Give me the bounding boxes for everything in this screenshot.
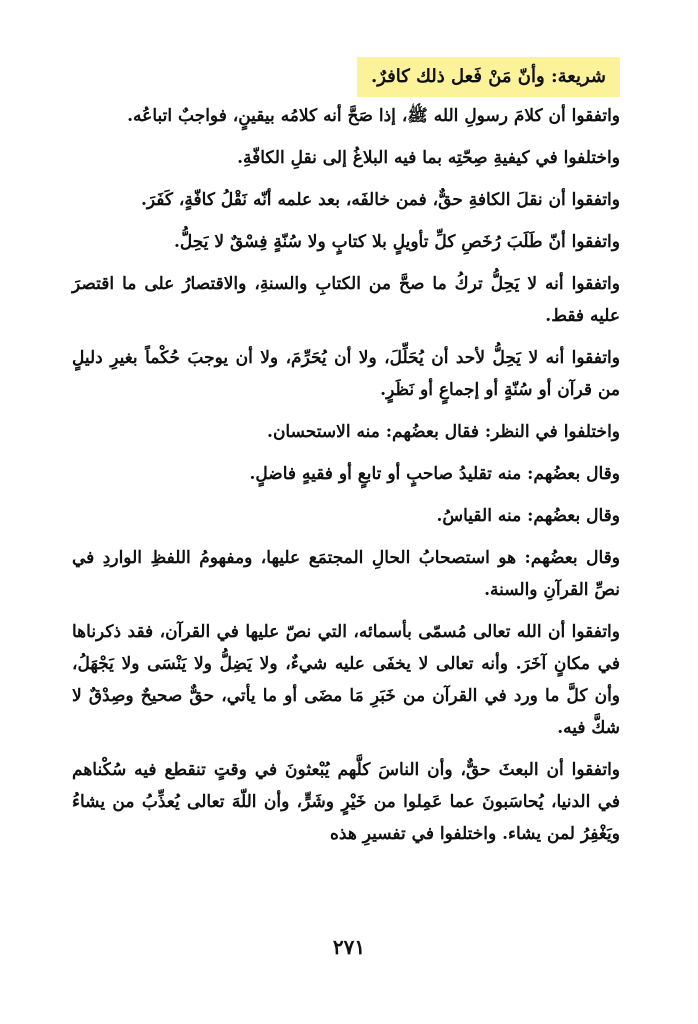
paragraph-1: واتفقوا أن كلامَ رسولِ الله ﷺ، إذا صَحَّ أنه كلامُه بيقينٍ، فواجبٌ اتباعُه.: [127, 106, 620, 126]
paragraph-10: وقال بعضُهم: هو استصحابُ الحالِ المجتمَع عليها، ومفهومُ اللفظِ الواردِ في نصِّ القرآنِ والسنة.: [72, 548, 620, 600]
paragraph-4: واتفقوا أنّ طَلَبَ رُخَصِ كلِّ تأويلٍ بلا كتابٍ ولا سُنّةٍ فِسْقٌ لا يَحِلُّ.: [173, 232, 620, 252]
paragraph-12: واتفقوا أن البعثَ حقٌّ، وأن الناسَ كلَّهم يُبْعثونَ في وقتٍ تنقطع فيه سُكْناهم في الدنيا، يُحاسَبونَ عما عَمِلوا من خَيْرٍ وشَرٍّ، وأن اللّهَ تعالى يُعذِّبُ من يشاءُ ويَغْفِرُ لمن يشاء. واختلفوا في تفسيرِ هذه: [72, 760, 620, 844]
paragraph-3: واتفقوا أن نقلَ الكافةِ حقٌّ، فمن خالفَه، بعد علمه أنّه نَقْلُ كافّةٍ، كَفَرَ.: [141, 190, 620, 210]
text-body: [72, 100, 620, 860]
page-number: ٢٧١: [332, 935, 366, 959]
paragraph-8: وقال بعضُهم: منه تقليدُ صاحبٍ أو تابعٍ أو فقيهٍ فاضلٍ.: [249, 464, 620, 484]
paragraph-9: وقال بعضُهم: منه القياسُ.: [436, 506, 620, 526]
paragraph-5: واتفقوا أنه لا يَحِلُّ تركُ ما صحَّ من الكتابِ والسنةِ، والاقتصارُ على ما اقتصرَ عليه فقط.: [72, 274, 620, 326]
paragraph-6: واتفقوا أنه لا يَحِلُّ لأحد أن يُحَلِّلَ، ولا أن يُحَرِّمَ، ولا أن يوجبَ حُكْماً بغيرِ دليلٍ من قرآن أو سُنّةٍ أو إجماعٍ أو نَظَرٍ.: [72, 348, 620, 400]
paragraph-7: واختلفوا في النظر: فقال بعضُهم: منه الاستحسان.: [267, 422, 620, 442]
paragraph-2: واختلفوا في كيفيةِ صِحّتِه بما فيه البلاغُ إلى نقلِ الكافّةِ.: [237, 148, 620, 168]
section-heading-highlight: شريعة: وأنّ مَنْ فَعل ذلك كافرٌ.: [357, 57, 620, 97]
paragraph-11: واتفقوا أن الله تعالى مُسمّى بأسمائه، التي نصّ عليها في القرآن، فقد ذكرناها في مكانٍ آخَرَ. وأنه تعالى لا يخفَى عليه شيءٌ، ولا يَضِلُّ ولا يَنْسَى ولا يَجْهَلُ، وأن كلَّ ما ورد في القرآن من خَبَرِ مَا مضَى أو ما يأتي، حقٌّ صحيحٌ وصِدْقٌ لا شكَّ فيه.: [72, 622, 620, 738]
